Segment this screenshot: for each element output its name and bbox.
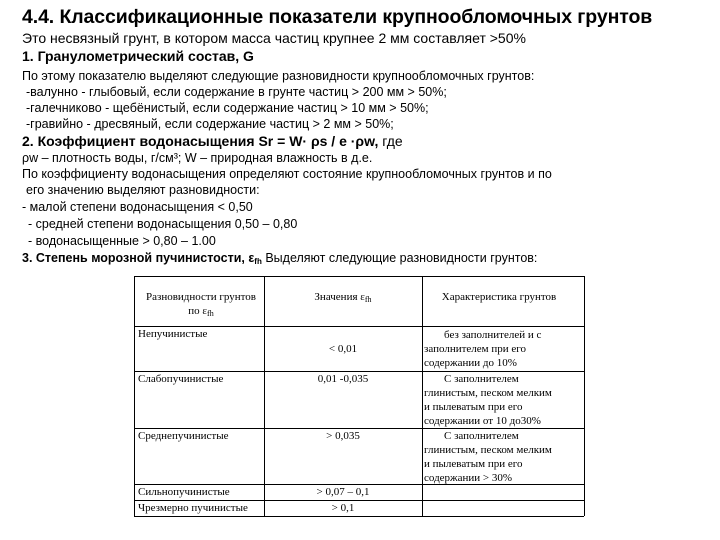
table-cell-characteristic: С заполнителем глинистым, песком мелким и пылеватым при его содержании от 10 до30%: [424, 373, 552, 427]
table-cell-value: > 0,07 – 0,1: [316, 486, 370, 498]
table-cell-value: > 0,1: [331, 502, 355, 514]
section3-heading-tail: Выделяют следующие разновидности грунтов:: [261, 251, 538, 265]
table-rule: [422, 276, 423, 516]
table-rule: [134, 276, 584, 277]
frost-heave-table: [134, 276, 584, 516]
section1-item: -галечниково - щебёнистый, если содержание частиц > 10 мм > 50%;: [26, 101, 429, 115]
table-cell-type: Непучинистые: [138, 328, 208, 340]
table-header-type: [138, 290, 264, 321]
table-cell-type: Сильнопучинистые: [138, 486, 230, 498]
section2-item: - водонасыщенные > 0,80 – 1.00: [28, 234, 216, 248]
table-cell-value: > 0,035: [326, 430, 360, 442]
table-rule: [134, 516, 584, 517]
section1-intro: По этому показателю выделяют следующие разновидности крупнообломочных грунтов:: [22, 69, 535, 83]
table-cell-value: < 0,01: [328, 343, 358, 355]
page-title: 4.4. Классификационные показатели крупнообломочных грунтов: [22, 6, 653, 28]
table-rule: [264, 276, 265, 516]
section2-heading: 2. Коэффициент водонасыщения Sr = W· ρs / e ·ρw,: [22, 133, 379, 149]
section3-heading: 3. Степень морозной пучинистости, ε: [22, 251, 255, 265]
table-header-characteristic: Характеристика грунтов: [441, 291, 557, 303]
section2-heading-tail: где: [378, 133, 403, 149]
section3-heading-row: [22, 251, 537, 266]
table-cell-characteristic: без заполнителей и с заполнителем при его содержании до 10%: [424, 329, 542, 369]
section2-heading-row: [22, 133, 403, 149]
section2-item: - средней степени водонасыщения 0,50 – 0,80: [28, 217, 298, 231]
table-rule: [134, 276, 135, 516]
section2-item: - малой степени водонасыщения < 0,50: [22, 200, 253, 214]
table-cell-value: 0,01 -0,035: [317, 373, 369, 385]
header-text-line2: по $\varepsilon_{fh}$: [188, 305, 214, 318]
section2-legend: ρw – плотность воды, г/см³; W – природная влажность в д.е.: [22, 151, 373, 165]
table-cell-characteristic: С заполнителем глинистым, песком мелким и пылеватым при его содержании > 30%: [424, 430, 552, 484]
header-text: Разновидности грунтов: [145, 291, 256, 303]
table-cell-type: Слабопучинистые: [138, 373, 224, 385]
section1-heading: 1. Гранулометрический состав, G: [22, 48, 254, 64]
section1-item: -гравийно - дресвяный, если содержание частиц > 2 мм > 50%;: [26, 117, 394, 131]
table-cell-type: Среднепучинистые: [138, 430, 229, 442]
table-rule: [584, 276, 585, 516]
table-cell-type: Чрезмерно пучинистые: [138, 502, 248, 514]
section3-heading-sub: fh: [254, 257, 262, 266]
section2-intro: По коэффициенту водонасыщения определяют состояние крупнообломочных грунтов и по: [22, 167, 552, 181]
section2-intro: его значению выделяют разновидности:: [26, 183, 260, 197]
section1-item: -валунно - глыбовый, если содержание в грунте частиц > 200 мм > 50%;: [26, 85, 447, 99]
table-header-value: Значения $\varepsilon_{fh}$: [314, 291, 372, 304]
definition-text: Это несвязный грунт, в котором масса частиц крупнее 2 мм составляет >50%: [22, 30, 526, 46]
